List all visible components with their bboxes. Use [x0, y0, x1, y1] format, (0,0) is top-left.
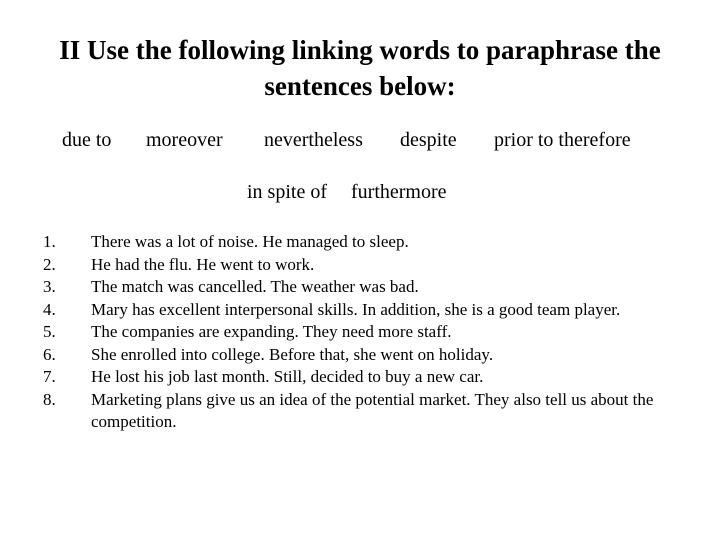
item-number: 1.: [43, 232, 56, 251]
item-text: Marketing plans give us an idea of the potential market. They also tell us about the competition.: [91, 389, 654, 431]
item-number: 8.: [43, 389, 56, 409]
item-text: Mary has excellent interpersonal skills. In addition, she is a good team player.: [91, 299, 621, 319]
list-item: [0, 299, 720, 322]
list-item: [0, 276, 720, 299]
list-item: [0, 389, 720, 434]
linking-word-moreover: moreover: [146, 129, 223, 151]
item-text: The companies are expanding. They need more staff.: [91, 322, 452, 341]
item-number: 4.: [43, 299, 56, 319]
item-text: She enrolled into college. Before that, she went on holiday.: [91, 344, 494, 364]
linking-word-in-spite-of: in spite of: [247, 181, 327, 203]
item-number: 7.: [43, 367, 56, 386]
linking-word-despite: despite: [400, 129, 457, 151]
linking-word-nevertheless: nevertheless: [264, 129, 363, 151]
item-number: 2.: [43, 254, 56, 274]
slide-title: II Use the following linking words to paraphrase the sentences below:: [59, 35, 661, 101]
item-number: 3.: [43, 277, 56, 296]
item-text: There was a lot of noise. He managed to sleep.: [91, 232, 409, 251]
item-number: 5.: [43, 322, 56, 341]
item-text: He lost his job last month. Still, decided to buy a new car.: [91, 367, 484, 386]
item-text: The match was cancelled. The weather was bad.: [91, 277, 419, 296]
list-item: [0, 344, 720, 367]
item-text: He had the flu. He went to work.: [91, 254, 315, 274]
linking-word-due-to: due to: [62, 129, 112, 151]
list-item: [0, 366, 720, 389]
sentence-list: [0, 231, 720, 434]
linking-word-prior-to-therefore: prior to therefore: [494, 129, 631, 151]
linking-word-furthermore: furthermore: [351, 181, 447, 203]
list-item: [0, 321, 720, 344]
item-number: 6.: [43, 344, 56, 364]
list-item: [0, 231, 720, 254]
list-item: [0, 254, 720, 277]
